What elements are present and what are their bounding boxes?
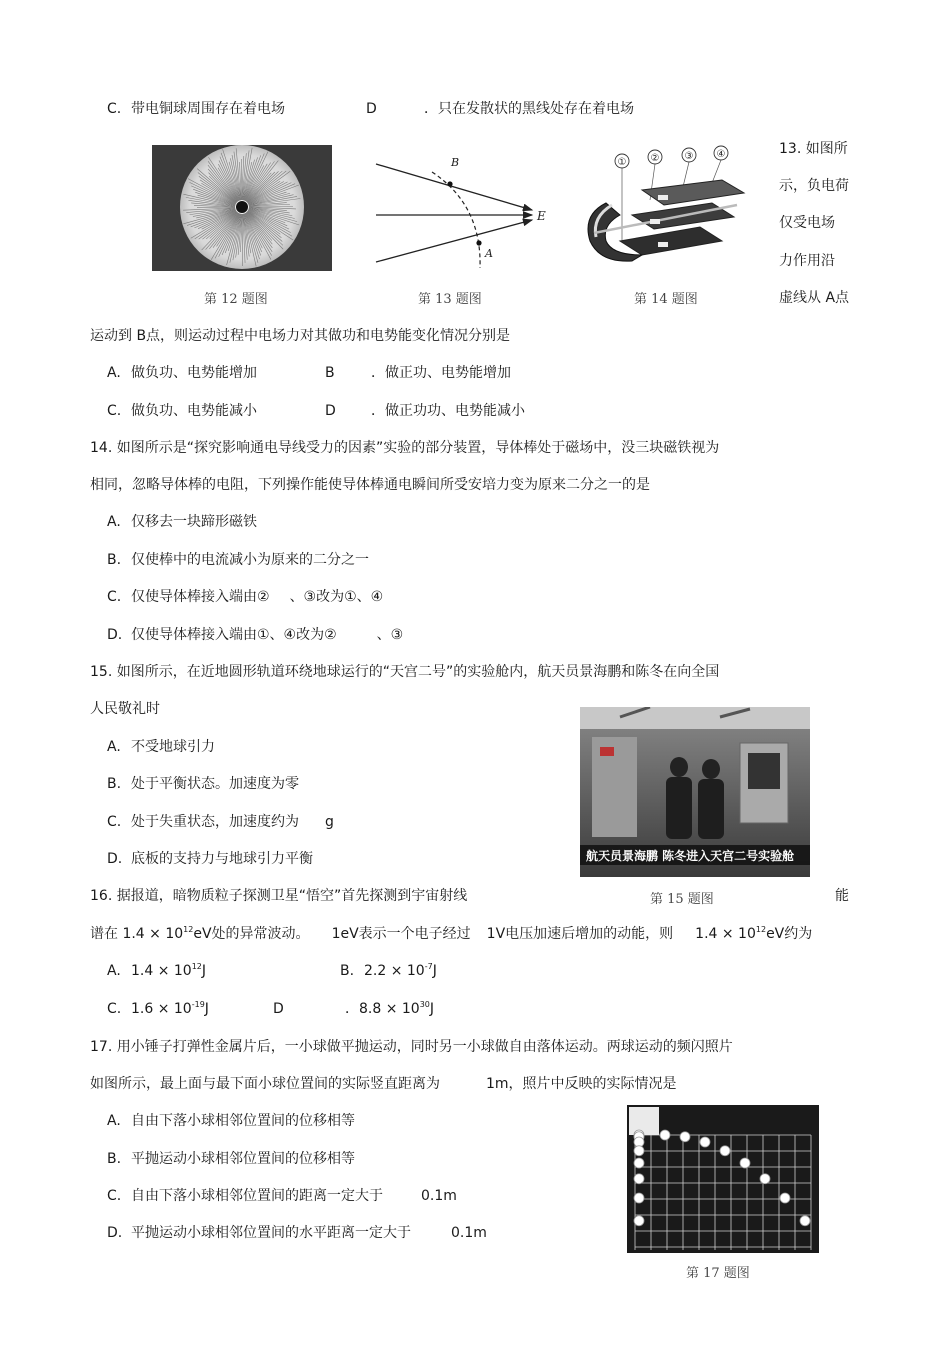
q13-side-line: 示，负电荷 xyxy=(779,178,849,194)
photo-caption-banner: 航天员景海鹏 陈冬进入天宫二号实验舱 xyxy=(586,849,795,863)
option-text-cont: 、③ xyxy=(376,627,404,643)
q15-option-c xyxy=(107,813,334,831)
exponent: 12 xyxy=(191,962,202,971)
option-label: B. xyxy=(107,776,122,792)
option-label: C. xyxy=(107,814,122,830)
option-text: 不受地球引力 xyxy=(131,739,215,755)
figure-14 xyxy=(572,145,752,275)
option-text: 底板的支持力与地球引力平衡 xyxy=(131,851,313,867)
projectile-ball xyxy=(740,1158,750,1168)
stem-part: 1V电压加速后增加的动能，则 xyxy=(486,926,674,942)
option-label: C. xyxy=(107,101,122,117)
terminal-1-label: ① xyxy=(617,157,627,168)
projectile-ball xyxy=(800,1216,810,1226)
option-label: C. xyxy=(107,1001,122,1017)
figure-14-caption: 第 14 题图 xyxy=(634,292,698,307)
q17-stem-line2 xyxy=(90,1075,677,1093)
option-text: ．只在发散状的黑线处存在着电场 xyxy=(424,101,634,117)
q16-option-d xyxy=(273,1000,434,1018)
option-text: 做负功、电势能增加 xyxy=(131,365,257,381)
stem-part: 谱在 1.4 × 10 xyxy=(90,926,184,942)
option-label: C. xyxy=(107,1188,122,1204)
option-label: D. xyxy=(107,1225,123,1241)
projectile-ball xyxy=(680,1132,690,1142)
q13-option-d xyxy=(325,402,525,420)
q17-option-b xyxy=(107,1150,355,1168)
q16-stem-line1: 16. 据报道，暗物质粒子探测卫星“悟空”首先探测到宇宙射线 xyxy=(90,888,468,904)
stroboscopic-photo xyxy=(627,1105,819,1253)
q15-stem-line2: 人民敬礼时 xyxy=(90,701,160,717)
terminal-3-label: ③ xyxy=(684,151,694,162)
free-fall-ball xyxy=(634,1193,644,1203)
label-b: B xyxy=(451,156,460,169)
field-line-top xyxy=(376,164,532,210)
exponent: -7 xyxy=(424,962,433,971)
astronauts-photo xyxy=(580,707,810,877)
q14-option-d xyxy=(107,626,403,644)
q16-option-b xyxy=(340,962,437,980)
option-unit: J xyxy=(201,963,207,979)
q13-side-line: 虚线从 A点 xyxy=(779,290,850,306)
option-label: D xyxy=(325,403,336,419)
option-base: 1.4 × 10 xyxy=(131,963,192,979)
stem-part: 1m，照片中反映的实际情况是 xyxy=(486,1076,677,1092)
q16-option-c xyxy=(107,1000,209,1018)
q17-option-c xyxy=(107,1187,457,1205)
q12-option-d xyxy=(366,100,634,118)
option-text: 仅移去一块蹄形磁铁 xyxy=(131,514,257,530)
option-unit: J xyxy=(204,1001,209,1017)
option-label: D xyxy=(273,1001,284,1017)
field-line-bottom xyxy=(376,220,532,262)
figure-13 xyxy=(372,150,552,270)
free-fall-ball xyxy=(634,1216,644,1226)
figure-12-caption: 第 12 题图 xyxy=(204,292,268,307)
terminal-2-label: ② xyxy=(650,153,660,164)
option-text: ．做正功功、电势能减小 xyxy=(371,403,525,419)
q13-option-a xyxy=(107,364,257,382)
projectile-ball xyxy=(660,1130,670,1140)
option-text: 带电铜球周围存在着电场 xyxy=(131,101,285,117)
projectile-ball xyxy=(700,1137,710,1147)
option-text-cont: 0.1m xyxy=(451,1225,487,1241)
projectile-ball xyxy=(780,1193,790,1203)
q15-option-d xyxy=(107,850,313,868)
option-text: ．做正功、电势能增加 xyxy=(371,365,511,381)
q14-stem-line2: 相同，忽略导体棒的电阻，下列操作能使导体棒通电瞬间所受安培力变为原来二分之一的是 xyxy=(90,477,650,493)
option-label: B. xyxy=(107,552,122,568)
option-text: 做负功、电势能减小 xyxy=(131,403,257,419)
free-fall-ball xyxy=(634,1158,644,1168)
option-label: D xyxy=(366,101,377,117)
q13-side-line: 仅受电场 xyxy=(779,215,835,231)
option-label: B. xyxy=(107,1151,122,1167)
option-label: C. xyxy=(107,403,122,419)
terminal-4-label: ④ xyxy=(716,149,726,160)
figure-13-caption: 第 13 题图 xyxy=(418,292,482,307)
q16-stem-line1-end: 能 xyxy=(835,888,849,904)
stem-part: 1.4 × 10 xyxy=(695,926,756,942)
option-text: 平抛运动小球相邻位置间的水平距离一定大于 xyxy=(131,1225,411,1241)
option-text: 平抛运动小球相邻位置间的位移相等 xyxy=(131,1151,355,1167)
option-label: A. xyxy=(107,1113,121,1129)
option-label: B. xyxy=(340,963,355,979)
option-base: 1.6 × 10 xyxy=(131,1001,192,1017)
option-text: 自由下落小球相邻位置间的位移相等 xyxy=(131,1113,355,1129)
option-base: ．8.8 × 10 xyxy=(345,1001,420,1017)
free-fall-ball xyxy=(634,1146,644,1156)
figure-12 xyxy=(152,145,332,271)
label-e: E xyxy=(537,209,546,223)
free-fall-ball xyxy=(634,1174,644,1184)
option-text: 自由下落小球相邻位置间的距离一定大于 xyxy=(131,1188,383,1204)
q14-option-a xyxy=(107,513,257,531)
option-text-cont: 、③改为①、④ xyxy=(289,589,384,605)
point-a xyxy=(476,240,481,245)
electric-field-diagram xyxy=(372,150,552,270)
label-a: A xyxy=(485,247,493,260)
q14-option-c xyxy=(107,588,383,606)
option-unit: J xyxy=(429,1001,435,1017)
option-label: A. xyxy=(107,963,121,979)
option-text: 仅使棒中的电流减小为原来的二分之一 xyxy=(131,552,369,568)
q15-option-a xyxy=(107,738,215,756)
horseshoe-magnet-apparatus xyxy=(572,145,752,275)
exponent: 12 xyxy=(755,925,767,934)
q17-option-d xyxy=(107,1224,487,1242)
option-base: 2.2 × 10 xyxy=(364,963,425,979)
q13-side-line: 力作用沿 xyxy=(779,253,835,269)
q13-stem-continued: 运动到 B点，则运动过程中电场力对其做功和电势能变化情况分别是 xyxy=(90,328,511,344)
option-label: A. xyxy=(107,514,121,530)
q14-option-b xyxy=(107,551,369,569)
exponent: 12 xyxy=(183,925,194,934)
q13-option-b xyxy=(325,364,511,382)
exponent: -19 xyxy=(191,1000,205,1009)
figure-15 xyxy=(580,707,810,877)
q17-option-a xyxy=(107,1112,355,1130)
q15-stem-line1: 15. 如图所示，在近地圆形轨道环绕地球运行的“天宫二号”的实验舱内，航天员景海鹏和陈冬在向全国 xyxy=(90,664,720,680)
copper-ball-photo xyxy=(152,145,332,271)
point-b xyxy=(447,181,452,186)
option-text: 仅使导体棒接入端由①、④改为② xyxy=(131,627,337,643)
q16-option-a xyxy=(107,962,206,980)
option-label: A. xyxy=(107,365,121,381)
option-label: A. xyxy=(107,739,121,755)
q16-stem-line2 xyxy=(90,925,812,943)
option-unit: J xyxy=(432,963,437,979)
option-label: D. xyxy=(107,627,123,643)
figure-17 xyxy=(627,1105,819,1253)
option-text-cont: 0.1m xyxy=(421,1188,457,1204)
option-label: C. xyxy=(107,589,122,605)
q13-option-c xyxy=(107,402,257,420)
q13-side-line: 13. 如图所 xyxy=(779,141,848,157)
q12-option-c xyxy=(107,100,285,118)
option-text: 仅使导体棒接入端由② xyxy=(131,589,270,605)
q17-stem-line1: 17. 用小锤子打弹性金属片后，一小球做平抛运动，同时另一小球做自由落体运动。两球运动的频闪照片 xyxy=(90,1039,733,1055)
projectile-ball xyxy=(760,1174,770,1184)
stem-part: eV约为 xyxy=(766,926,813,942)
option-label: B xyxy=(325,365,335,381)
option-text: 处于平衡状态。加速度为零 xyxy=(131,776,299,792)
figure-15-caption: 第 15 题图 xyxy=(650,892,714,907)
trajectory-dashed xyxy=(432,172,480,268)
option-label: D. xyxy=(107,851,123,867)
option-text: 处于失重状态，加速度约为 xyxy=(131,814,299,830)
stem-part: 如图所示，最上面与最下面小球位置间的实际竖直距离为 xyxy=(90,1076,440,1092)
q15-option-b xyxy=(107,775,299,793)
option-text-cont: g xyxy=(325,814,334,830)
exponent: 30 xyxy=(419,1000,430,1009)
projectile-ball xyxy=(720,1146,730,1156)
q14-stem-line1: 14. 如图所示是“探究影响通电导线受力的因素”实验的部分装置，导体棒处于磁场中，没三块磁铁视为 xyxy=(90,440,720,456)
stem-part: 1eV表示一个电子经过 xyxy=(331,926,471,942)
stem-part: eV处的异常波动。 xyxy=(193,926,310,942)
figure-17-caption: 第 17 题图 xyxy=(686,1266,750,1281)
